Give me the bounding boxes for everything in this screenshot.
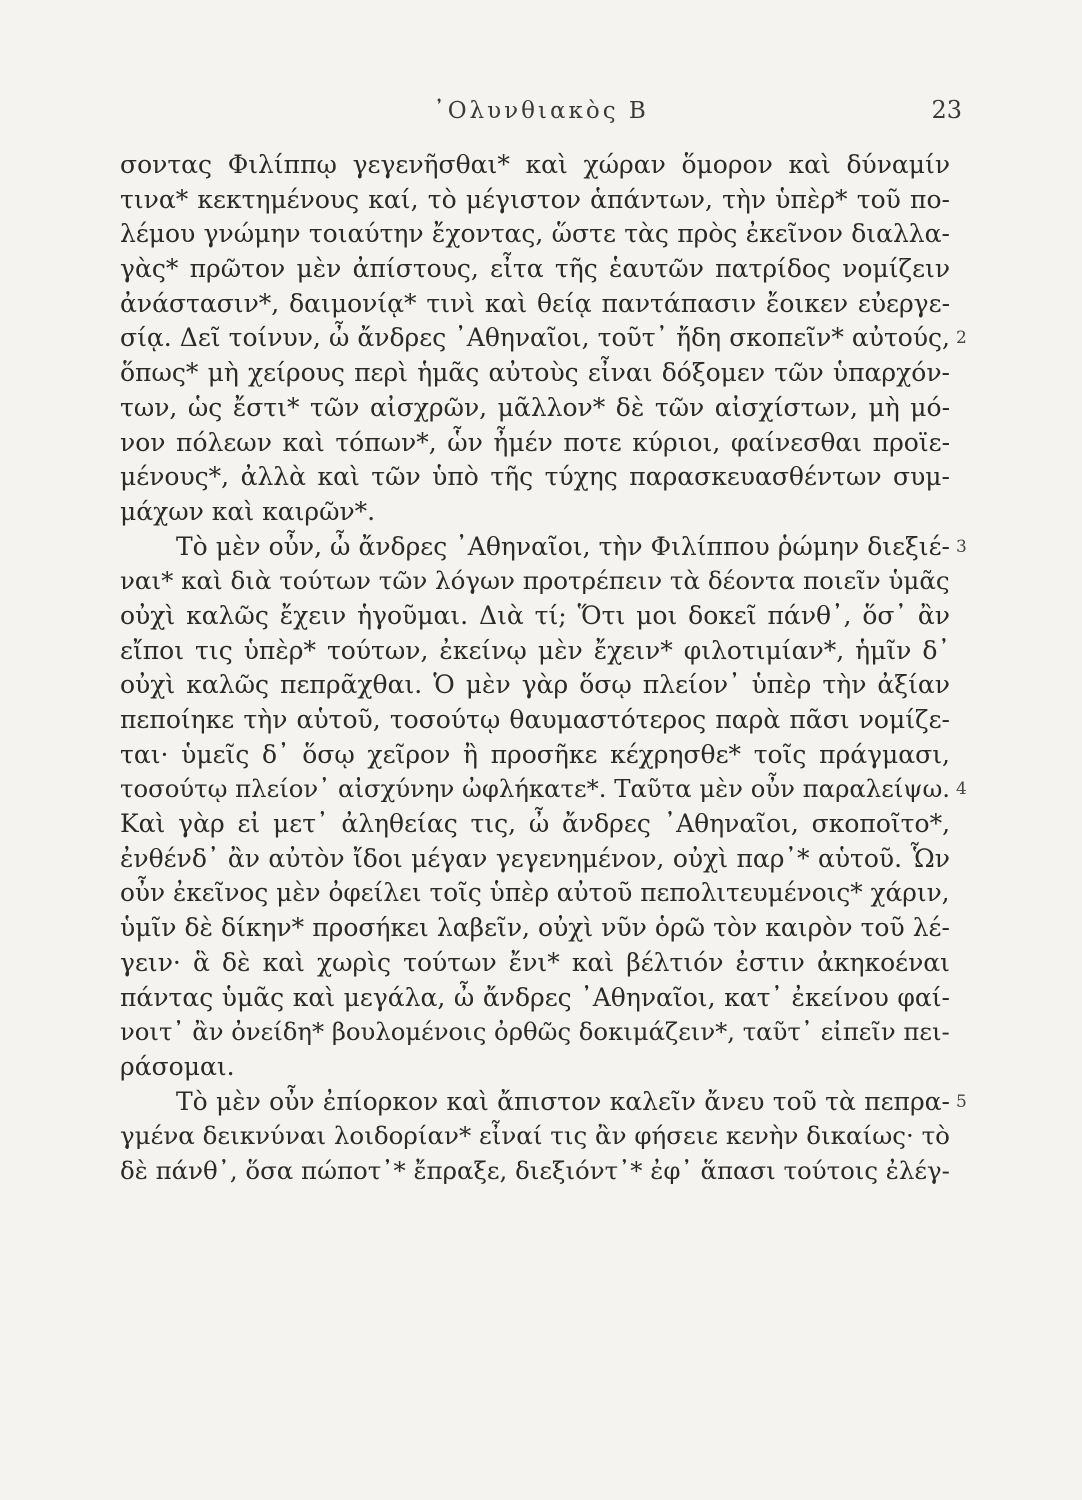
- line-text: πάντας ὑμᾶς καὶ μεγάλα, ὦ ἄνδρες ᾿Αθηναῖοι, κατ᾿ ἐκείνου φαί-: [120, 982, 950, 1012]
- line-text: λέμου γνώμην τοιαύτην ἔχοντας, ὥστε τὰς πρὸς ἐκεῖνον διαλλα-: [120, 219, 950, 249]
- text-line: [120, 1050, 950, 1085]
- line-text: ὑμῖν δὲ δίκην* προσήκει λαβεῖν, οὐχὶ νῦν ὁρῶ τὸν καιρὸν τοῦ λέ-: [120, 913, 950, 943]
- text-line: [120, 495, 950, 530]
- line-text: Τὸ μὲν οὖν ἐπίορκον καὶ ἄπιστον καλεῖν ἄνευ τοῦ τὰ πεπρα-: [176, 1086, 951, 1116]
- line-text: ναι* καὶ διὰ τούτων τῶν λόγων προτρέπειν τὰ δέοντα ποιεῖν ὑμᾶς: [120, 566, 950, 596]
- section-number: 3: [956, 536, 967, 557]
- line-text: οὐχὶ καλῶς πεπρᾶχθαι. Ὁ μὲν γὰρ ὅσῳ πλείον᾿ ὑπὲρ τὴν ἀξίαν: [120, 670, 950, 700]
- text-line: [120, 460, 950, 495]
- text-line: [120, 1119, 950, 1154]
- line-text: δὲ πάνθ᾿, ὅσα πώποτ᾿* ἔπραξε, διεξιόντ᾿* ἐφ᾿ ἅπασι τούτοις ἐλέγ-: [120, 1155, 950, 1185]
- section-number: 4: [956, 779, 967, 800]
- line-text: εἴποι τις ὑπὲρ* τούτων, ἐκείνῳ μὲν ἔχειν* φιλοτιμίαν*, ἡμῖν δ᾿: [120, 635, 950, 665]
- line-text: τοσούτῳ πλείον᾿ αἰσχύνην ὠφλήκατε*. Ταῦτα μὲν οὖν παραλείψω.: [120, 774, 951, 804]
- page-header: [0, 92, 1082, 132]
- line-text: τινα* κεκτημένους καί, τὸ μέγιστον ἁπάντων, τὴν ὑπὲρ* τοῦ πο-: [120, 184, 950, 214]
- line-text: νοιτ᾿ ἂν ὀνείδη* βουλομένοις ὀρθῶς δοκιμάζειν*, ταῦτ᾿ εἰπεῖν πει-: [120, 1017, 950, 1047]
- text-line: [120, 321, 967, 356]
- line-text: οὐχὶ καλῶς ἔχειν ἡγοῦμαι. Διὰ τί; Ὅτι μοι δοκεῖ πάνθ᾿, ὅσ᾿ ἂν: [120, 600, 950, 630]
- line-text: μένους*, ἀλλὰ καὶ τῶν ὑπὸ τῆς τύχης παρασκευασθέντων συμ-: [120, 462, 950, 492]
- text-line: [120, 703, 950, 738]
- running-title: ᾿Ολυνθιακὸς Β: [433, 98, 649, 124]
- line-text: σοντας Φιλίππῳ γεγενῆσθαι* καὶ χώραν ὅμορον καὶ δύναμίν: [120, 150, 951, 179]
- text-line: [120, 599, 950, 634]
- text-line: [120, 738, 950, 773]
- text-line: [120, 1015, 950, 1050]
- text-line: [120, 772, 967, 807]
- text-line: [120, 668, 950, 703]
- line-text: ται· ὑμεῖς δ᾿ ὅσῳ χεῖρον ἢ προσῆκε κέχρησθε* τοῖς πράγμασι,: [120, 739, 950, 769]
- line-text: νον πόλεων καὶ τόπων*, ὧν ἦμέν ποτε κύριοι, φαίνεσθαι προϊε-: [120, 427, 951, 457]
- page-number: 23: [931, 96, 962, 124]
- line-text: ὅπως* μὴ χείρους περὶ ἡμᾶς αὐτοὺς εἶναι δόξομεν τῶν ὑπαρχόν-: [120, 358, 950, 388]
- text-line: [120, 391, 950, 426]
- text-line: [120, 911, 950, 946]
- text-line: [120, 981, 950, 1016]
- text-line: [120, 946, 950, 981]
- section-number: 5: [956, 1091, 967, 1112]
- line-text: σίᾳ. Δεῖ τοίνυν, ὦ ἄνδρες ᾿Αθηναῖοι, τοῦτ᾿ ἤδη σκοπεῖν* αὐτούς,: [120, 323, 951, 353]
- text-line: [120, 842, 950, 877]
- text-line: [120, 426, 950, 461]
- text-line: [120, 252, 950, 287]
- line-text: πεποίηκε τὴν αὑτοῦ, τοσούτῳ θαυμαστότερος παρὰ πᾶσι νομίζε-: [120, 705, 950, 734]
- text-line: [120, 1154, 950, 1189]
- text-line: [120, 1085, 967, 1120]
- line-text: οὖν ἐκεῖνος μὲν ὀφείλει τοῖς ὑπὲρ αὐτοῦ πεπολιτευμένοις* χάριν,: [120, 878, 950, 908]
- text-line: [120, 634, 950, 669]
- line-text: ράσομαι.: [120, 1051, 235, 1081]
- line-text: μάχων καὶ καιρῶν*.: [120, 496, 376, 526]
- section-number: 2: [956, 328, 967, 349]
- line-text: Τὸ μὲν οὖν, ὦ ἄνδρες ᾿Αθηναῖοι, τὴν Φιλίππου ῥώμην διεξιέ-: [176, 531, 950, 561]
- text-line: [120, 530, 967, 565]
- line-text: γειν· ἃ δὲ καὶ χωρὶς τούτων ἔνι* καὶ βέλτιόν ἐστιν ἀκηκοέναι: [120, 947, 950, 977]
- text-line: [120, 807, 950, 842]
- text-line: [120, 183, 950, 218]
- text-line: [120, 876, 950, 911]
- line-text: Καὶ γὰρ εἰ μετ᾿ ἀληθείας τις, ὦ ἄνδρες ᾿Αθηναῖοι, σκοποῖτο*,: [120, 809, 951, 839]
- line-text: γὰς* πρῶτον μὲν ἀπίστους, εἶτα τῆς ἑαυτῶν πατρίδος νομίζειν: [120, 254, 951, 284]
- line-text: ἐνθένδ᾿ ἂν αὐτὸν ἴδοι μέγαν γεγενημένον, οὐχὶ παρ᾿* αὑτοῦ. Ὧν: [120, 843, 950, 873]
- line-text: ἀνάστασιν*, δαιμονίᾳ* τινὶ καὶ θείᾳ παντάπασιν ἔοικεν εὐεργε-: [120, 288, 951, 318]
- text-line: [120, 148, 950, 183]
- text-line: [120, 287, 950, 322]
- text-line: [120, 356, 950, 391]
- text-line: [120, 564, 950, 599]
- text-line: [120, 217, 950, 252]
- line-text: γμένα δεικνύναι λοιδορίαν* εἶναί τις ἂν φήσειε κενὴν δικαίως· τὸ: [120, 1121, 950, 1151]
- line-text: των, ὡς ἔστι* τῶν αἰσχρῶν, μᾶλλον* δὲ τῶν αἰσχίστων, μὴ μό-: [120, 392, 951, 422]
- body-text: [120, 148, 967, 1189]
